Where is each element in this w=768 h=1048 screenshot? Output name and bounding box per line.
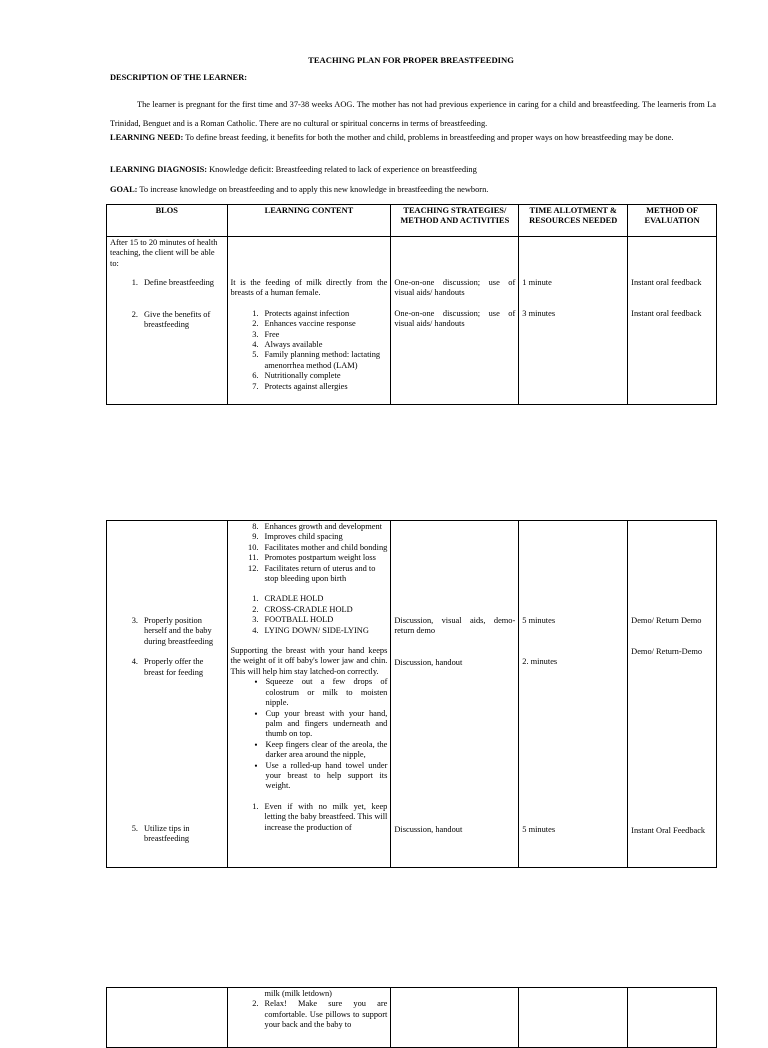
diagnosis-label: LEARNING DIAGNOSIS: bbox=[110, 165, 208, 174]
diagnosis-text: Knowledge deficit: Breastfeeding related to lack of experience on breastfeeding bbox=[207, 165, 477, 174]
strategy-cell bbox=[391, 521, 519, 868]
time-text: 5 minutes bbox=[522, 824, 556, 834]
header-method-of-evaluation: METHOD OF EVALUATION bbox=[628, 205, 717, 237]
content-cell bbox=[227, 988, 391, 1048]
evaluation-cell bbox=[628, 988, 717, 1048]
list-item: 2. Relax! Make sure you are comfortable. Use pillows to support your back and the baby to bbox=[252, 999, 388, 1030]
list-item: 9. Improves child spacing bbox=[252, 532, 343, 542]
blos-cell bbox=[107, 988, 228, 1048]
offer-breast-bullets bbox=[231, 677, 388, 791]
strategy-text: Discussion, handout bbox=[394, 657, 463, 667]
goal bbox=[110, 185, 716, 195]
time-text: 2. minutes bbox=[522, 657, 558, 667]
teaching-plan-table-page-3 bbox=[106, 987, 717, 1048]
list-item: milk (milk letdown) bbox=[264, 989, 332, 998]
teaching-plan-table-page-2 bbox=[106, 520, 717, 868]
strategy-text: Discussion, visual aids, demo-return demo bbox=[394, 616, 516, 636]
list-item: 7. Protects against allergies bbox=[252, 381, 348, 391]
list-item: 2. CROSS-CRADLE HOLD bbox=[252, 604, 353, 614]
blos-item: 4. Properly offer the breast for feeding bbox=[131, 657, 204, 677]
evaluation-text: Instant oral feedback bbox=[631, 309, 702, 319]
benefits-list bbox=[231, 309, 388, 392]
strategy-cell bbox=[391, 237, 519, 405]
learning-need-label: LEARNING NEED: bbox=[110, 133, 184, 142]
teaching-plan-table-page-1 bbox=[106, 204, 717, 405]
list-item: 4. Always available bbox=[252, 340, 323, 350]
time-text: 5 minutes bbox=[522, 616, 556, 625]
description-text: The learner is pregnant for the first time and 37-38 weeks AOG. The mother has not had previous experience in caring for a child and breastfeeding. The learneris from La Trinidad, Benguet and is a Roman Catholic. There are no cultural or spiritual concerns in terms of breastfeeding. bbox=[110, 100, 716, 128]
blos-item: 1. Define breastfeeding bbox=[131, 278, 214, 288]
list-item: 4. LYING DOWN/ SIDE-LYING bbox=[252, 625, 369, 635]
document-title: TEACHING PLAN FOR PROPER BREASTFEEDING bbox=[308, 55, 514, 65]
content-cell bbox=[227, 521, 391, 868]
list-item: • Squeeze out a few drops of colostrum or milk to moisten nipple. bbox=[254, 677, 388, 708]
list-item: 1. CRADLE HOLD bbox=[252, 594, 324, 604]
learning-diagnosis bbox=[110, 165, 716, 175]
evaluation-cell bbox=[628, 237, 717, 405]
learning-need-text: To define breast feeding, it benefits for both the mother and child, problems in breastfeeding and proper ways on how breastfeeding may be done. bbox=[183, 133, 674, 142]
blos-intro: After 15 to 20 minutes of health teaching, the client will be able to: bbox=[110, 238, 218, 268]
description-heading: DESCRIPTION OF THE LEARNER: bbox=[110, 73, 248, 82]
evaluation-text: Demo/ Return Demo bbox=[631, 616, 702, 625]
list-item: • Use a rolled-up hand towel under your breast to help support its weight. bbox=[254, 760, 388, 791]
time-cell bbox=[519, 988, 628, 1048]
holds-list bbox=[231, 594, 388, 636]
strategy-cell bbox=[391, 988, 519, 1048]
list-item: 6. Nutritionally complete bbox=[252, 371, 341, 381]
strategy-text: Discussion, handout bbox=[394, 825, 463, 835]
list-item: 10. Facilitates mother and child bonding bbox=[248, 542, 388, 552]
blos-item: 2. Give the benefits of breastfeeding bbox=[131, 309, 211, 330]
list-item: 11. Promotes postpartum weight loss bbox=[248, 553, 376, 563]
list-item: 12. Facilitates return of uterus and to stop bleeding upon birth bbox=[248, 563, 376, 584]
goal-text: To increase knowledge on breastfeeding and to apply this new knowledge in breastfeeding the newborn. bbox=[137, 185, 489, 194]
list-item: 1. Even if with no milk yet, keep letting the baby breastfeed. This will increase the production of bbox=[252, 801, 388, 832]
list-item: 8. Enhances growth and development bbox=[252, 522, 382, 531]
header-blos: BLOS bbox=[107, 205, 228, 237]
time-cell bbox=[519, 237, 628, 405]
strategy-text: One-on-one discussion; use of visual aids/ handouts bbox=[394, 308, 516, 329]
evaluation-text: Demo/ Return-Demo bbox=[631, 647, 703, 657]
header-time-allotment: TIME ALLOTMENT & RESOURCES NEEDED bbox=[519, 205, 628, 237]
header-learning-content: LEARNING CONTENT bbox=[227, 205, 391, 237]
blos-item: 5. Utilize tips in breastfeeding bbox=[131, 824, 190, 844]
list-item: 1. Protects against infection bbox=[252, 308, 350, 318]
evaluation-text: Instant Oral Feedback bbox=[631, 825, 706, 835]
blos-item: 3. Properly position herself and the baby during breastfeeding bbox=[131, 616, 214, 646]
list-item: • Keep fingers clear of the areola, the darker area around the nipple, bbox=[254, 739, 388, 760]
time-text: 3 minutes bbox=[522, 309, 556, 319]
list-item: 5. Family planning method: lactating amenorrhea method (LAM) bbox=[252, 350, 381, 370]
header-teaching-strategies: TEACHING STRATEGIES/ METHOD AND ACTIVITIES bbox=[391, 205, 519, 237]
time-cell bbox=[519, 521, 628, 868]
list-item: 3. Free bbox=[252, 329, 280, 339]
learning-need bbox=[110, 133, 716, 143]
blos-cell bbox=[107, 237, 228, 405]
benefits-list-continued bbox=[231, 522, 388, 584]
list-item: 2. Enhances vaccine response bbox=[252, 319, 356, 329]
definition-text: It is the feeding of milk directly from the breasts of a human female. bbox=[230, 278, 388, 298]
list-item: • Cup your breast with your hand, palm and fingers underneath and thumb on top. bbox=[254, 708, 388, 739]
offer-breast-text: Supporting the breast with your hand keeps the weight of it off baby's lower jaw and chin. This will help him stay latched-on correctly. bbox=[230, 646, 388, 676]
time-text: 1 minute bbox=[522, 278, 552, 287]
blos-cell bbox=[107, 521, 228, 868]
strategy-text: One-on-one discussion; use of visual aids/ handouts bbox=[394, 278, 516, 298]
goal-label: GOAL: bbox=[110, 185, 138, 194]
evaluation-text: Instant oral feedback bbox=[631, 278, 702, 287]
list-item: 3. FOOTBALL HOLD bbox=[252, 615, 334, 625]
content-cell bbox=[227, 237, 391, 405]
evaluation-cell bbox=[628, 521, 717, 868]
